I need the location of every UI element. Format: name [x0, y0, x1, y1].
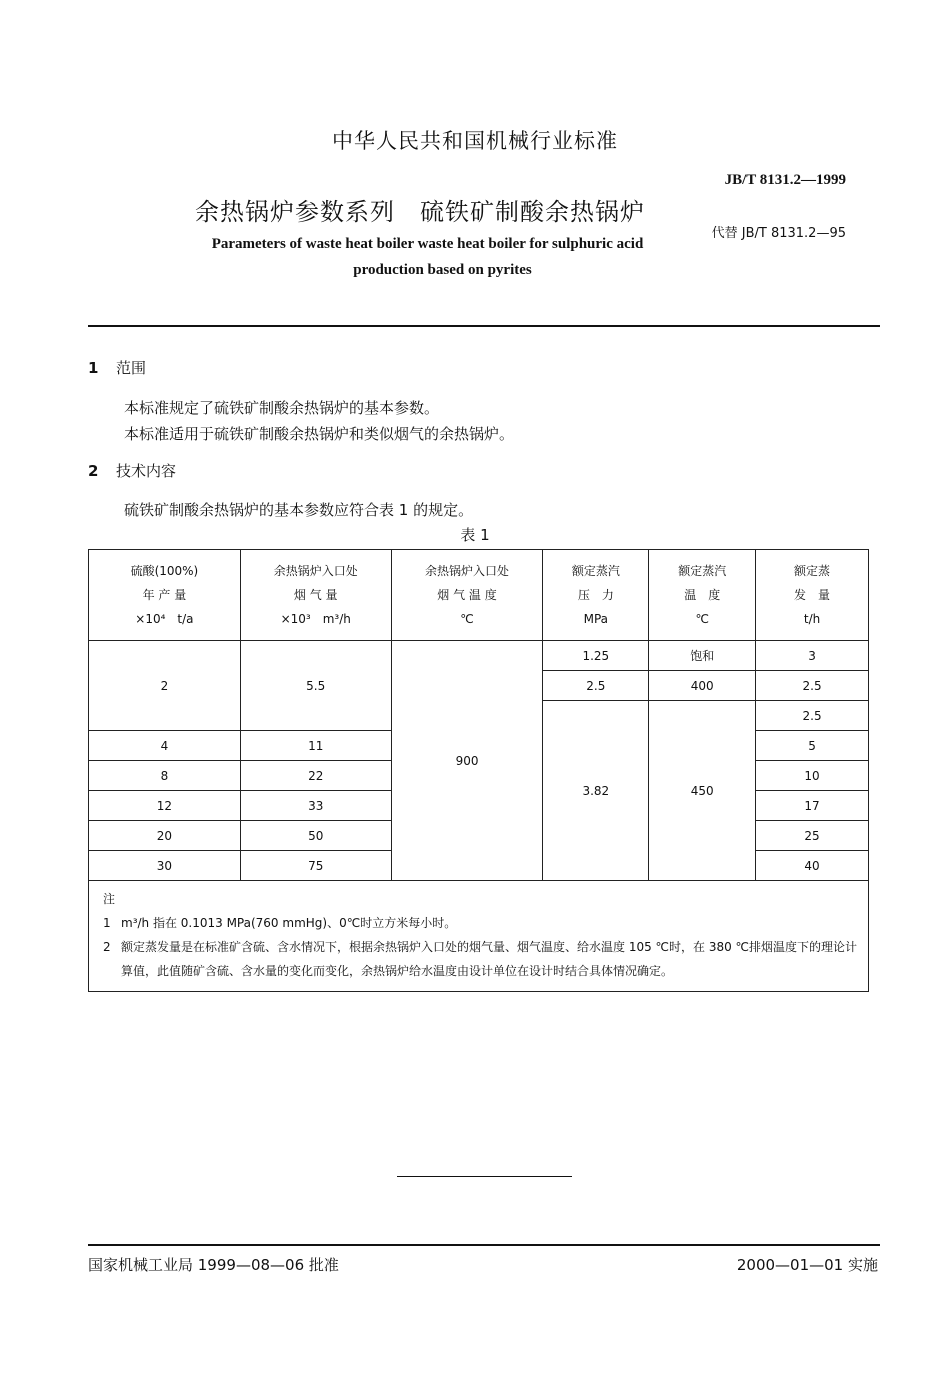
section-2-heading — [88, 460, 176, 481]
section-title: 范围 — [116, 359, 147, 377]
notes-title: 注 — [103, 892, 116, 906]
cell-acid-output: 20 — [89, 821, 241, 851]
cell-acid-output: 12 — [89, 791, 241, 821]
table-notes — [89, 881, 869, 992]
note-number: 1 — [103, 916, 111, 930]
section-1-paragraph: 本标准规定了硫铁矿制酸余热锅炉的基本参数。 — [124, 399, 440, 417]
issuing-organization: 中华人民共和国机械行业标准 — [332, 129, 618, 153]
section-number: 2 — [88, 462, 99, 480]
note-item — [103, 911, 858, 935]
cell-pressure: 2.5 — [543, 671, 649, 701]
section-number: 1 — [88, 359, 99, 377]
cell-evaporation: 25 — [756, 821, 869, 851]
cell-steam-temperature: 饱和 — [649, 641, 756, 671]
cell-evaporation: 2.5 — [756, 671, 869, 701]
parameters-table — [88, 549, 869, 992]
cell-flue-gas-temperature: 900 — [391, 641, 543, 881]
header-acid-output: 硫酸(100%) 年 产 量 ×10⁴ t/a — [89, 550, 241, 641]
header-flue-gas-volume: 余热锅炉入口处 烟 气 量 ×10³ m³/h — [240, 550, 391, 641]
document-title-cn: 余热锅炉参数系列 硫铁矿制酸余热锅炉 — [195, 198, 645, 226]
document-title-en-line1: Parameters of waste heat boiler waste heat boiler for sulphuric acid — [211, 236, 644, 252]
cell-evaporation: 3 — [756, 641, 869, 671]
cell-evaporation: 10 — [756, 761, 869, 791]
cell-acid-output: 2 — [89, 641, 241, 731]
cell-flue-gas-volume: 75 — [240, 851, 391, 881]
note-item — [103, 935, 858, 983]
cell-evaporation: 5 — [756, 731, 869, 761]
end-of-text-line — [397, 1176, 572, 1177]
note-number: 2 — [103, 940, 111, 954]
section-1-paragraph: 本标准适用于硫铁矿制酸余热锅炉和类似烟气的余热锅炉。 — [124, 425, 515, 443]
cell-flue-gas-volume: 33 — [240, 791, 391, 821]
header-flue-gas-temperature: 余热锅炉入口处 烟 气 温 度 ℃ — [391, 550, 543, 641]
table-notes-row — [89, 881, 869, 992]
cell-evaporation: 40 — [756, 851, 869, 881]
cell-flue-gas-volume: 50 — [240, 821, 391, 851]
header-steam-pressure: 额定蒸汽 压 力 MPa — [543, 550, 649, 641]
cell-flue-gas-volume: 22 — [240, 761, 391, 791]
document-title-en-line2: production based on pyrites — [353, 262, 532, 278]
note-text: 额定蒸发量是在标准矿含硫、含水情况下，根据余热锅炉入口处的烟气量、烟气温度、给水温度 105 ℃时，在 380 ℃排烟温度下的理论计算值，此值随矿含硫、含水量的变化而变化，余热锅炉给水温度由设计单位在设计时结合具体情况确定。 — [121, 940, 858, 978]
cell-pressure: 3.82 — [543, 701, 649, 881]
effective-date: 2000—01—01 实施 — [736, 1256, 878, 1274]
table-header-row — [89, 550, 869, 641]
table-caption: 表 1 — [460, 526, 490, 544]
section-2-paragraph: 硫铁矿制酸余热锅炉的基本参数应符合表 1 的规定。 — [124, 501, 474, 519]
standard-number: JB/T 8131.2—1999 — [724, 172, 846, 188]
cell-acid-output: 4 — [89, 731, 241, 761]
approval-date: 国家机械工业局 1999—08—06 批准 — [88, 1256, 339, 1274]
replaces-standard: 代替 JB/T 8131.2—95 — [711, 226, 846, 241]
note-text: m³/h 指在 0.1013 MPa(760 mmHg)、0℃时立方米每小时。 — [121, 916, 457, 930]
cell-evaporation: 2.5 — [756, 701, 869, 731]
header-steam-temperature: 额定蒸汽 温 度 ℃ — [649, 550, 756, 641]
cell-evaporation: 17 — [756, 791, 869, 821]
header-divider — [88, 325, 880, 327]
cell-flue-gas-volume: 11 — [240, 731, 391, 761]
section-1-heading — [88, 357, 146, 378]
header-evaporation: 额定蒸 发 量 t/h — [756, 550, 869, 641]
cell-pressure: 1.25 — [543, 641, 649, 671]
cell-acid-output: 30 — [89, 851, 241, 881]
cell-flue-gas-volume: 5.5 — [240, 641, 391, 731]
cell-steam-temperature: 400 — [649, 671, 756, 701]
footer-divider — [88, 1244, 880, 1246]
section-title: 技术内容 — [116, 462, 177, 480]
table-row — [89, 641, 869, 671]
cell-acid-output: 8 — [89, 761, 241, 791]
cell-steam-temperature: 450 — [649, 701, 756, 881]
